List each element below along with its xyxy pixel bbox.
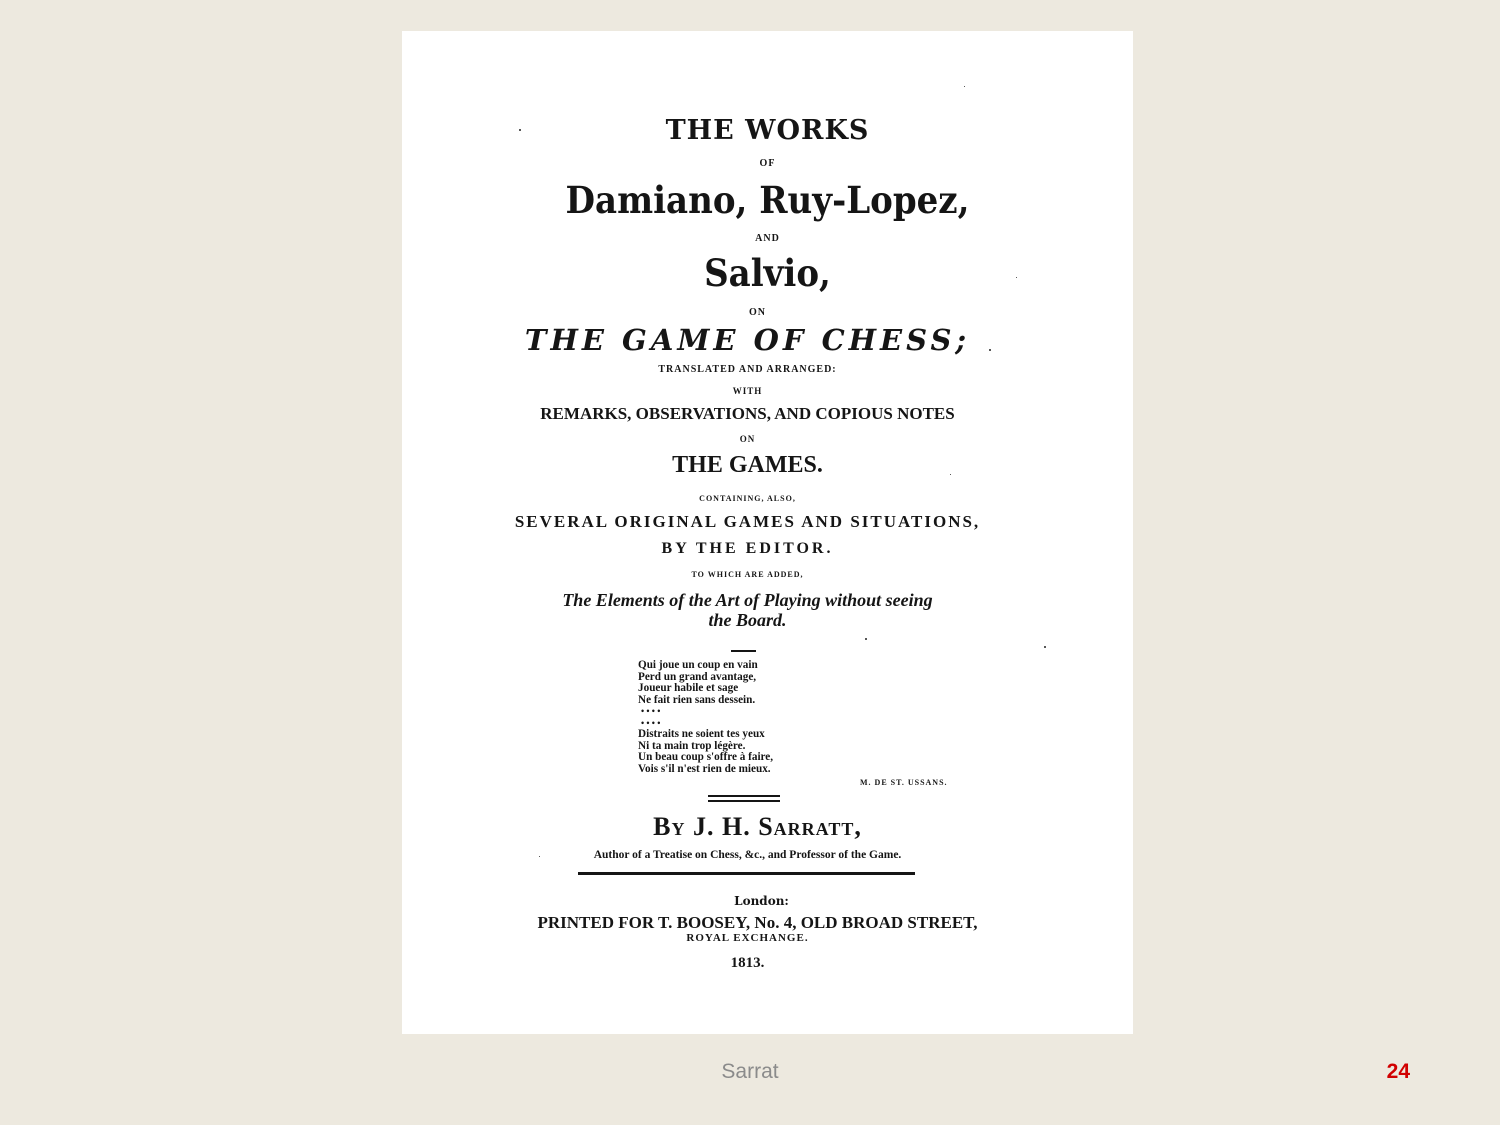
epigraph-poem xyxy=(638,660,773,775)
poem-ellipsis-row: • • • • xyxy=(641,706,661,716)
long-rule xyxy=(578,872,915,875)
title-line-containing: CONTAINING, ALSO, xyxy=(699,494,796,503)
title-line-works: THE WORKS xyxy=(665,115,870,146)
scan-speck xyxy=(964,86,965,87)
title-line-subject: THE GAME OF CHESS; xyxy=(524,323,971,357)
title-line-on: ON xyxy=(749,307,766,318)
byline: By J. H. Sarratt, xyxy=(653,812,862,841)
scan-speck xyxy=(989,349,991,351)
scan-speck xyxy=(1044,646,1046,648)
imprint-year: 1813. xyxy=(730,955,765,971)
poem-line: Vois s'il n'est rien de mieux. xyxy=(638,762,771,775)
double-rule-bottom xyxy=(708,800,780,802)
scanned-title-page xyxy=(402,31,1133,1034)
poem-attribution: M. DE ST. USSANS. xyxy=(860,778,948,787)
poem-line: Ne fait rien sans dessein. xyxy=(638,693,756,706)
poem-line: Ni ta main trop légère. xyxy=(638,739,746,752)
title-line-elements-1: The Elements of the Art of Playing without seeing xyxy=(562,590,933,610)
poem-line: Joueur habile et sage xyxy=(638,682,739,694)
title-line-elements-2: the Board. xyxy=(708,610,787,630)
title-line-and: AND xyxy=(755,233,780,244)
imprint-city: London: xyxy=(734,894,789,908)
title-line-added: TO WHICH ARE ADDED, xyxy=(691,570,804,579)
scan-speck xyxy=(1016,277,1017,278)
poem-line: Qui joue un coup en vain xyxy=(638,659,758,671)
title-line-editor: BY THE EDITOR. xyxy=(661,540,834,557)
title-line-with: WITH xyxy=(732,386,763,396)
short-divider xyxy=(731,650,756,652)
slide-caption: Sarrat xyxy=(721,1060,779,1083)
slide-number: 24 xyxy=(1386,1060,1410,1083)
title-line-games: THE GAMES. xyxy=(672,452,823,478)
title-line-on-2: ON xyxy=(739,434,756,444)
scan-speck xyxy=(950,474,951,475)
author-note: Author of a Treatise on Chess, &c., and Professor of the Game. xyxy=(593,849,902,861)
title-line-salvio: Salvio, xyxy=(704,251,831,295)
imprint-exchange: ROYAL EXCHANGE. xyxy=(686,932,809,944)
poem-line: Perd un grand avantage, xyxy=(638,670,757,683)
title-line-several: SEVERAL ORIGINAL GAMES AND SITUATIONS, xyxy=(514,512,981,531)
poem-line: Un beau coup s'offre à faire, xyxy=(638,751,774,763)
title-line-translated: TRANSLATED AND ARRANGED: xyxy=(658,364,837,375)
scan-speck xyxy=(519,129,521,131)
title-line-remarks: REMARKS, OBSERVATIONS, AND COPIOUS NOTES xyxy=(540,404,955,423)
title-line-authors: Damiano, Ruy-Lopez, xyxy=(565,178,970,222)
double-rule-top xyxy=(708,795,780,797)
poem-ellipsis-row: • • • • xyxy=(641,717,661,728)
scan-speck xyxy=(539,856,540,857)
imprint-printer: PRINTED FOR T. BOOSEY, No. 4, OLD BROAD STREET, xyxy=(537,913,978,932)
title-line-of: OF xyxy=(759,158,776,169)
scan-speck xyxy=(865,638,867,640)
poem-line: Distraits ne soient tes yeux xyxy=(638,728,765,740)
